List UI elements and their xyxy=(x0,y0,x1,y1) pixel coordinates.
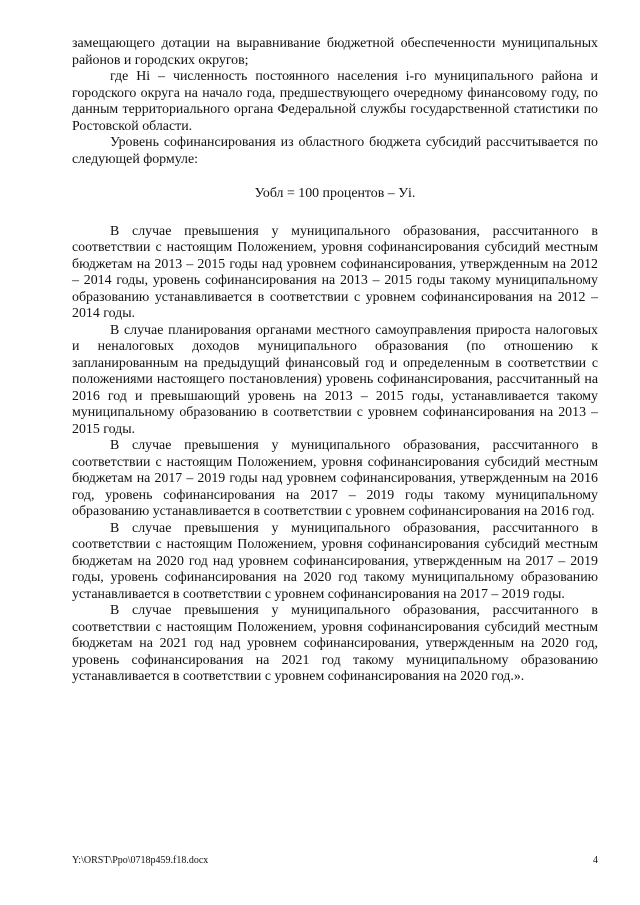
paragraph-2021: В случае превышения у муниципального образования, рассчитанного в соответствии с настоящим Положением, уровня софинансирования субсидий местным бюджетам на 2021 год над уровнем софинансирования, утвержденным на 2020 год, уровень софинансирования на 2021 год такому муниципальному образованию устанавливается в соответствии с уровнем софинансирования на 2020 год.». xyxy=(72,603,598,684)
document-page xyxy=(72,36,598,686)
paragraph-2020: В случае превышения у муниципального образования, рассчитанного в соответствии с настоящим Положением, уровня софинансирования субсидий местным бюджетам на 2020 год над уровнем софинансирования, утвержденным на 2017 – 2019 годы, уровень софинансирования на 2020 год такому муниципальному образованию устанавливается в соответствии с уровнем софинансирования на 2017 – 2019 годы. xyxy=(72,520,598,602)
paragraph-2016-planning: В случае планирования органами местного самоуправления прироста налоговых и неналоговых доходов муниципального образования (по отношению к запланированным на предыдущий финансовый год и определенным в соответствии с положениями настоящего постановления) уровень софинансирования, рассчитанный на 2016 год и превышающий уровень на 2013 – 2015 годы, устанавливается такому муниципальному образованию в соответствии с уровнем софинансирования на 2013 – 2015 годы. xyxy=(72,322,598,437)
cofinancing-formula: Уобл = 100 процентов – Уi. xyxy=(254,186,416,201)
paragraph-2013-2015: В случае превышения у муниципального образования, рассчитанного в соответствии с настоящим Положением, уровня софинансирования субсидий местным бюджетам на 2013 – 2015 годы над уровнем софинансирования, утвержденным на 2012 – 2014 годы, уровень софинансирования на 2013 – 2015 годы такому муниципальному образованию устанавливается в соответствии с уровнем софинансирования на 2012 – 2014 годы. xyxy=(72,223,598,321)
paragraph-population-definition: где Hi – численность постоянного населения i-го муниципального района и городского округа на начало года, предшествующего очередному финансовому году, по данным территориального органа Федеральной службы государственной статистики по Ростовской области. xyxy=(72,69,598,134)
footer-page-number: 4 xyxy=(593,855,598,866)
footer-file-path: Y:\ORST\Ppo\0718p459.f18.docx xyxy=(72,855,209,866)
paragraph-continuation: замещающего дотации на выравнивание бюджетной обеспеченности муниципальных районов и городских округов; xyxy=(72,36,598,68)
paragraph-formula-intro: Уровень софинансирования из областного бюджета субсидий рассчитывается по следующей формуле: xyxy=(72,135,598,167)
paragraph-2017-2019: В случае превышения у муниципального образования, рассчитанного в соответствии с настоящим Положением, уровня софинансирования субсидий местным бюджетам на 2017 – 2019 годы над уровнем софинансирования, утвержденным на 2016 год, уровень софинансирования на 2017 – 2019 годы такому муниципальному образованию устанавливается в соответствии с уровнем софинансирования на 2016 год. xyxy=(72,438,598,519)
